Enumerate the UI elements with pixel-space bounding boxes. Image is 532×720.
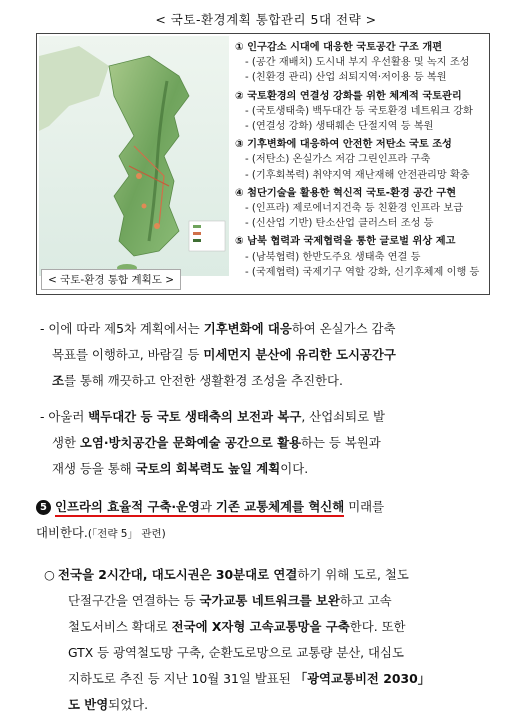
text: 철도서비스 확대로 (68, 619, 172, 634)
strategy-head: ④ 첨단기술을 활용한 혁신적 국토-환경 공간 구현 (235, 187, 457, 199)
text: 하여 온실가스 감축 (291, 321, 396, 336)
strategy-sub: - (저탄소) 온실가스 저감 그린인프라 구축 (235, 152, 489, 167)
map-caption: < 국토-환경 통합 계획도 > (41, 269, 181, 290)
heading-underlined (55, 499, 344, 517)
reference-text: (「전략 5」 관련) (87, 528, 166, 540)
text: 생한 (52, 435, 80, 450)
text: - 이에 따라 제5차 계획에서는 (40, 321, 204, 336)
figure-title: < 국토-환경계획 통합관리 5대 전략 > (155, 12, 377, 27)
map-legend (189, 221, 225, 251)
bold-text: 인프라의 효율적 구축·운영 (55, 499, 200, 514)
text: 를 통해 깨끗하고 안전한 생활환경 조성을 추진한다. (63, 373, 343, 388)
strategy-sub: - (친환경 관리) 산업 쇠퇴지역·저이용 등 복원 (235, 70, 489, 85)
strategy-item (235, 186, 489, 232)
strategy-head: ① 인구감소 시대에 대응한 국토공간 구조 개편 (235, 42, 443, 53)
figure-box (36, 33, 490, 295)
strategy-item (235, 234, 489, 280)
strategy-sub: - (남북협력) 한반도주요 생태축 연결 등 (235, 250, 489, 265)
strategy-sub: - (기후회복력) 취약지역 재난재해 안전관리망 확충 (235, 168, 489, 183)
strategy-item (235, 40, 489, 86)
bold-text: 오염·방치공간을 문화예술 공간으로 활용 (79, 435, 302, 450)
bold-text: 조 (52, 373, 64, 388)
circle-bullet: ○ (44, 567, 55, 582)
strategy-item (235, 89, 489, 135)
strategy-sub: - (인프라) 제로에너지건축 등 친환경 인프라 보급 (235, 201, 489, 216)
text: 단절구간을 연결하는 등 (68, 593, 200, 608)
text: 지하도로 추진 등 지난 10월 31일 발표된 (68, 671, 295, 686)
strategy-list (235, 40, 489, 283)
text: 하기 위해 도로, 철도 (297, 567, 409, 582)
text: , 산업쇠퇴로 발 (301, 409, 385, 424)
bold-text: 전국에 X자형 고속교통망을 구축 (171, 619, 350, 634)
korea-map-illustration (39, 36, 229, 276)
text: 목표를 이행하고, 바람길 등 (52, 347, 204, 362)
bold-text: 미세먼지 분산에 유리한 도시공간구 (203, 347, 396, 362)
bold-text: 백두대간 등 국토 생태축의 보전과 복구 (88, 409, 302, 424)
text: 재생 등을 통해 (52, 461, 136, 476)
text: GTX 등 광역철도망 구축, 순환도로망으로 교통량 분산, 대심도 (68, 645, 404, 660)
paragraph-transport (44, 562, 502, 718)
strategy-head: ② 국토환경의 연결성 강화를 위한 체계적 국토관리 (235, 90, 462, 102)
text: 이다. (280, 461, 309, 476)
bold-text: 「광역교통비전 2030」 (294, 671, 431, 686)
strategy-sub: - (공간 재배치) 도시내 부지 우선활용 및 녹지 조성 (235, 55, 489, 70)
bold-text: 기존 교통체계를 혁신해 (215, 499, 345, 514)
strategy-sub: - (신산업 기반) 탄소산업 클러스터 조성 등 (235, 216, 489, 231)
text: - 아울러 (40, 409, 89, 424)
paragraph-restoration (40, 404, 502, 482)
text: 하고 고속 (339, 593, 392, 608)
bold-text: 국토의 회복력도 높일 계획 (135, 461, 281, 476)
text: 과 (200, 499, 216, 514)
section-5-heading (36, 494, 498, 547)
strategy-sub: - (국토생태축) 백두대간 등 국토환경 네트워크 강화 (235, 104, 489, 119)
bold-text: 전국을 2시간대, 대도시권은 30분대로 연결 (58, 567, 298, 582)
strategy-sub: - (국제협력) 국제기구 역할 강화, 신기후체제 이행 등 (235, 265, 489, 280)
strategy-head: ⑤ 남북 협력과 국제협력을 통한 글로벌 위상 제고 (235, 236, 456, 248)
text: 미래를 (344, 499, 385, 514)
strategy-item (235, 137, 489, 183)
text: 되었다. (108, 697, 149, 712)
paragraph-climate (40, 316, 502, 394)
bold-text: 도 반영 (68, 697, 109, 712)
text: 하는 등 복원과 (301, 435, 381, 450)
strategy-sub: - (연결성 강화) 생태훼손 단절지역 등 복원 (235, 119, 489, 134)
bold-text: 국가교통 네트워크를 보완 (199, 593, 340, 608)
strategy-head: ③ 기후변화에 대응하여 안전한 저탄소 국토 조성 (235, 139, 452, 151)
bold-text: 기후변화에 대응 (203, 321, 292, 336)
text: 한다. 또한 (349, 619, 406, 634)
text: 대비한다. (36, 525, 88, 540)
section-number-badge: 5 (36, 500, 51, 515)
